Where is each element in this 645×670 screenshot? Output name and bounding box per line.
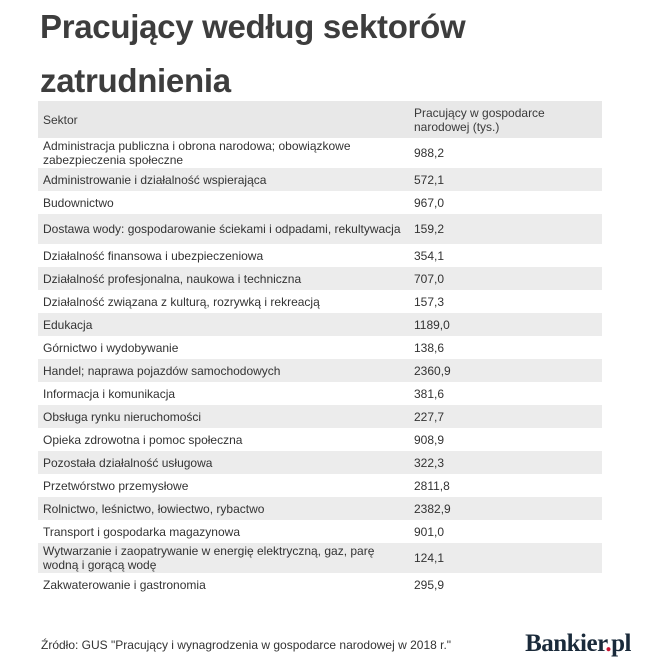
sector-cell: Transport i gospodarka magazynowa — [43, 524, 240, 539]
value-cell: 124,1 — [409, 543, 602, 573]
logo-dot: . — [605, 630, 612, 657]
value-cell: 354,1 — [414, 248, 445, 263]
bankier-logo — [525, 630, 631, 658]
value-cell: 2811,8 — [414, 478, 450, 493]
logo-main: Bankier — [525, 630, 606, 657]
table-row — [38, 191, 602, 214]
sector-cell: Zakwaterowanie i gastronomia — [43, 577, 206, 592]
table-row — [38, 168, 602, 191]
sector-cell: Opieka zdrowotna i pomoc społeczna — [43, 432, 243, 447]
sector-cell: Dostawa wody: gospodarowanie ściekami i odpadami, rekultywacja — [38, 214, 409, 244]
sector-cell: Budownictwo — [43, 195, 114, 210]
table-row — [38, 359, 602, 382]
table-row — [38, 573, 602, 596]
sector-cell: Administrowanie i działalność wspierająca — [38, 168, 409, 191]
value-cell: 967,0 — [414, 195, 445, 210]
sector-cell: Handel; naprawa pojazdów samochodowych — [38, 359, 409, 382]
value-cell: 908,9 — [414, 432, 445, 447]
footer — [41, 630, 631, 662]
table-row — [38, 336, 602, 359]
table-header-row — [38, 101, 602, 138]
value-cell: 1189,0 — [409, 313, 602, 336]
value-cell: 988,2 — [414, 146, 445, 160]
value-cell: 901,0 — [414, 524, 445, 539]
table-row — [38, 214, 602, 244]
sector-cell: Rolnictwo, leśnictwo, łowiectwo, rybactwo — [38, 497, 409, 520]
value-cell: 707,0 — [409, 267, 602, 290]
sector-cell: Wytwarzanie i zaopatrywanie w energię elektryczną, gaz, parę wodną i gorącą wodę — [38, 543, 409, 573]
table-row — [38, 244, 602, 267]
table-row — [38, 474, 602, 497]
table-row — [38, 382, 602, 405]
sector-cell: Informacja i komunikacja — [43, 386, 176, 401]
value-cell: 138,6 — [414, 340, 445, 355]
value-cell: 322,3 — [409, 451, 602, 474]
table-row — [38, 520, 602, 543]
sector-cell: Przetwórstwo przemysłowe — [43, 478, 189, 493]
sector-cell: Obsługa rynku nieruchomości — [38, 405, 409, 428]
employment-table — [38, 101, 602, 596]
sector-cell: Administracja publiczna i obrona narodowa; obowiązkowe zabezpieczenia społeczne — [43, 139, 351, 167]
value-cell: 2360,9 — [409, 359, 602, 382]
sector-cell: Pozostała działalność usługowa — [38, 451, 409, 474]
value-cell: 2382,9 — [409, 497, 602, 520]
logo-suffix: pl — [611, 630, 631, 657]
sector-cell: Edukacja — [38, 313, 409, 336]
sector-cell: Działalność finansowa i ubezpieczeniowa — [43, 248, 264, 263]
value-cell: 295,9 — [414, 577, 445, 592]
table-row — [38, 451, 602, 474]
value-cell: 227,7 — [409, 405, 602, 428]
page-title: Pracujący według sektorów zatrudnienia — [40, 8, 466, 99]
value-cell: 159,2 — [409, 214, 602, 244]
value-cell: 157,3 — [414, 294, 445, 309]
value-cell: 381,6 — [414, 386, 445, 401]
table-row — [38, 290, 602, 313]
source-note: Źródło: GUS "Pracujący i wynagrodzenia w gospodarce narodowej w 2018 r." — [41, 638, 452, 652]
table-row — [38, 138, 602, 168]
value-cell: 572,1 — [409, 168, 602, 191]
column-header-sector: Sektor — [38, 101, 409, 138]
column-header-employed: Pracujący w gospodarce narodowej (tys.) — [409, 101, 602, 138]
table-row — [38, 405, 602, 428]
sector-cell: Górnictwo i wydobywanie — [43, 340, 179, 355]
table-body — [38, 138, 602, 596]
table-row — [38, 497, 602, 520]
table-row — [38, 543, 602, 573]
sector-cell: Działalność związana z kulturą, rozrywką i rekreacją — [43, 294, 320, 309]
table-row — [38, 313, 602, 336]
table-row — [38, 267, 602, 290]
table-row — [38, 428, 602, 451]
sector-cell: Działalność profesjonalna, naukowa i techniczna — [38, 267, 409, 290]
